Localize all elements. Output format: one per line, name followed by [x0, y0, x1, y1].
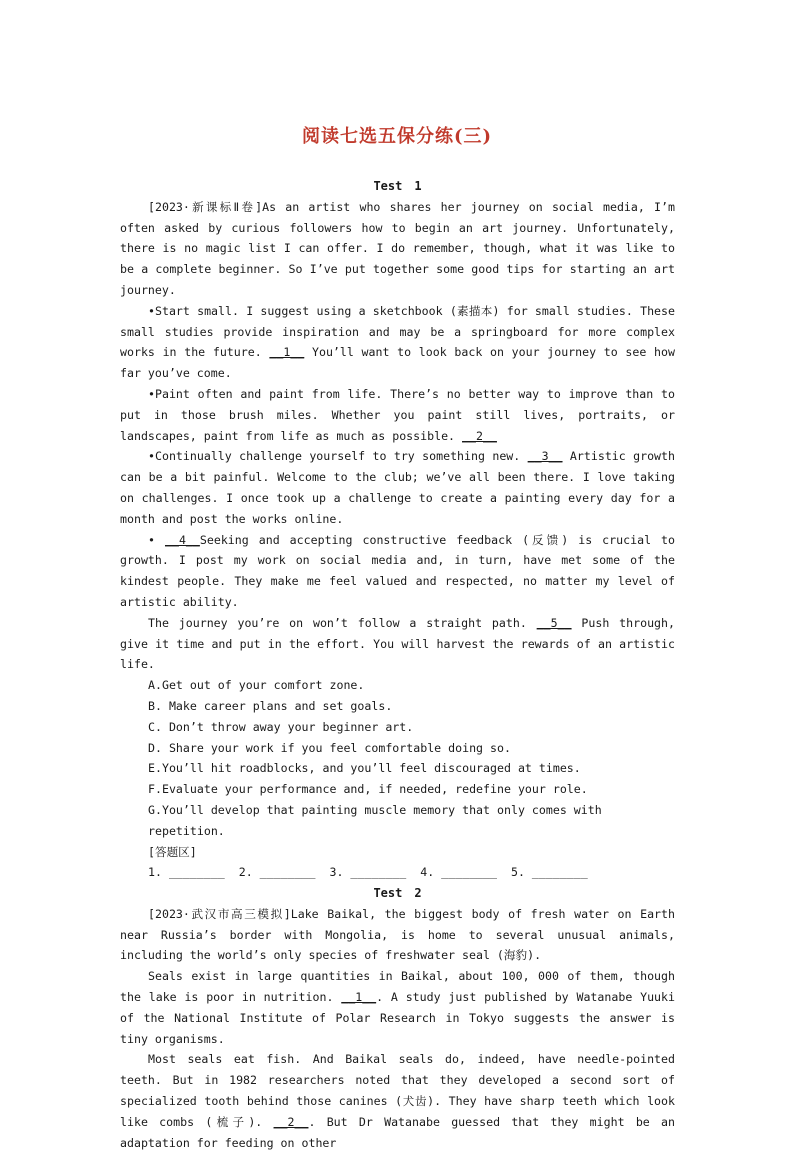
test2-paragraph-2-text-a: Seals exist in large quantities in Baikal, about 100, 000 of them, though the lake is poor in nutrition. — [120, 969, 675, 1005]
answer-blanks: 1. ________ 2. ________ 3. ________ 4. ________ 5. ________ — [148, 865, 588, 880]
test2-paragraph-3-text-a: Most seals eat fish. And Baikal seals do, indeed, have needle-pointed teeth. But in 1982 researchers noted that they developed a second sort of specialized tooth behind those canines (犬齿). They have sharp teeth which look like combs (梳子). — [120, 1052, 675, 1129]
document-body — [120, 176, 675, 1153]
test1-paragraph-6 — [120, 613, 675, 675]
option-f: F.Evaluate your performance and, if needed, redefine your role. — [148, 782, 588, 797]
test1-paragraph-3 — [120, 384, 675, 446]
test1-paragraph-4-text-b: Artistic growth can be a bit painful. Welcome to the club; we’ve all been there. I love taking on challenges. I once took up a challenge to create a painting every day for a month and post the works online. — [120, 449, 676, 526]
test1-paragraph-6-text-b: Push through, give it time and put in the effort. You will harvest the rewards of an artistic life. — [120, 615, 675, 672]
test1-paragraph-4 — [120, 446, 675, 529]
option-d: D. Share your work if you feel comfortable doing so. — [148, 740, 511, 755]
test2-paragraph-2 — [120, 966, 675, 1049]
test1-paragraph-5-text-b: Seeking and accepting constructive feedback (反馈) is crucial to growth. I post my work on social media and, in turn, have met some of the kindest people. They make me feel valued and respected, no matter my level of artistic ability. — [120, 532, 675, 609]
test1-paragraph-2 — [120, 301, 675, 384]
option-c: C. Don’t throw away your beginner art. — [148, 719, 414, 734]
option-e: E.You’ll hit roadblocks, and you’ll feel discouraged at times. — [148, 761, 581, 776]
test2-paragraph-3-text-b: . But Dr Watanabe guessed that they might be an adaptation for feeding on other — [120, 1114, 675, 1150]
test2-blank-2: __2__ — [273, 1114, 309, 1129]
test1-paragraph-2-text-a: •Start small. I suggest using a sketchbook (素描本) for small studies. These small studies provide inspiration and may be a springboard for more complex works in the future. — [120, 303, 675, 360]
option-g: G.You’ll develop that painting muscle memory that only comes with repetition. — [148, 802, 602, 838]
test1-heading: Test 1 — [373, 179, 422, 193]
option-b: B. Make career plans and set goals. — [148, 698, 393, 713]
test1-paragraph-5 — [120, 530, 675, 613]
test1-blank-3: __3__ — [527, 449, 563, 464]
test2-paragraph-3 — [120, 1049, 675, 1153]
answer-area-label: [答题区] — [148, 844, 197, 859]
test1-blank-4: __4__ — [164, 532, 200, 547]
test2-heading: Test 2 — [373, 886, 422, 901]
test1-paragraph-3-text-a: •Paint often and paint from life. There’s no better way to improve than to put in those brush miles. Whether you paint still lives, portraits, or landscapes, paint from life as much as possible. — [120, 386, 675, 443]
test1-blank-2: __2__ — [462, 428, 497, 443]
test2-paragraph-2-text-b: . A study just published by Watanabe Yuuki of the National Institute of Polar Research in Tokyo suggests the answer is tiny organisms. — [120, 990, 675, 1046]
test1-blank-1: __1__ — [269, 345, 305, 360]
test2-paragraph-1: [2023·武汉市高三模拟]Lake Baikal, the biggest body of fresh water on Earth near Russia’s border with Mongolia, is home to several unusual animals, including the world’s only species of freshwater seal (海豹). — [120, 906, 675, 963]
test2-blank-1: __1__ — [341, 990, 377, 1005]
test1-paragraph-6-text-a: The journey you’re on won’t follow a straight path. — [148, 615, 537, 630]
test1-paragraph-5-text-a: • — [148, 532, 165, 547]
test1-paragraph-4-text-a: •Continually challenge yourself to try something new. — [148, 449, 528, 464]
test1-paragraph-2-text-b: You’ll want to look back on your journey to see how far you’ve come. — [120, 345, 675, 381]
option-a: A.Get out of your comfort zone. — [148, 678, 365, 693]
page-title: 阅读七选五保分练(三) — [301, 126, 493, 147]
test1-paragraph-1: [2023·新课标Ⅱ卷]As an artist who shares her journey on social media, I’m often asked by curious followers how to begin an art journey. Unfortunately, there is no magic list I can offer. I do remember, though, what it was like to be a complete beginner. So I’ve put together some good tips for starting an art journey. — [120, 199, 675, 297]
test1-blank-5: __5__ — [536, 615, 572, 630]
